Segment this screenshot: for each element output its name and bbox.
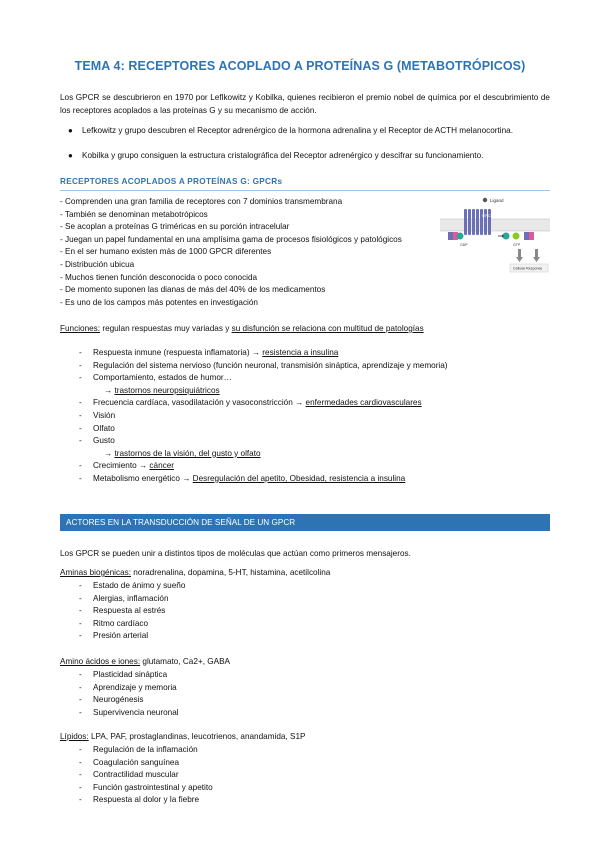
list-item: - Se acoplan a proteínas G triméricas en su porción intracelular bbox=[60, 222, 290, 232]
list-item: - Respuesta al dolor y la fiebre bbox=[79, 795, 200, 805]
list-item: - En el ser humano existen más de 1000 GPCR diferentes bbox=[60, 247, 272, 257]
list-item: - Neurogénesis bbox=[79, 695, 144, 705]
g-protein-right bbox=[503, 232, 535, 240]
aminoacidos-heading: Amino ácidos e iones: glutamato, Ca2+, GABA bbox=[60, 657, 230, 666]
list-item: - De momento suponen las dianas de más del 40% de los medicamentos bbox=[60, 285, 326, 295]
list-item: - Comprenden una gran familia de receptores con 7 dominios transmembrana bbox=[60, 197, 343, 206]
section-heading-actores: ACTORES EN LA TRANSDUCCIÓN DE SEÑAL DE UN GPCR bbox=[60, 514, 550, 531]
gpcr-label: GPCR bbox=[482, 213, 494, 218]
list-item: - Plasticidad sináptica bbox=[79, 670, 168, 679]
funciones-line: Funciones: regulan respuestas muy variadas y su disfunción se relaciona con multitud de patologías bbox=[60, 324, 424, 333]
list-item: - Respuesta al estrés bbox=[79, 606, 166, 616]
ligand-icon bbox=[483, 198, 487, 202]
gdp-label: GDP bbox=[460, 243, 468, 247]
membrane bbox=[440, 219, 550, 231]
gpcr-diagram bbox=[440, 191, 550, 277]
list-item: - Es uno de los campos más potentes en investigación bbox=[60, 297, 258, 307]
list-item: - Respuesta inmune (respuesta inflamatoria) → resistencia a insulina bbox=[79, 348, 339, 357]
intro-bullet: ● Kobilka y grupo consiguen la estructura cristalográfica del Receptor adrenérgico y descifrar su funcionamiento. bbox=[82, 150, 550, 163]
gpcr-points bbox=[60, 196, 402, 309]
list-item: - Supervivencia neuronal bbox=[79, 707, 179, 717]
lipidos-list bbox=[79, 744, 213, 807]
section2-intro: Los GPCR se pueden unir a distintos tipos de moléculas que actúan como primeros mensajeros. bbox=[60, 549, 411, 558]
list-item: - Metabolismo energético → Desregulación del apetito, Obesidad, resistencia a insulina bbox=[79, 473, 406, 483]
page-title: TEMA 4: RECEPTORES ACOPLADO A PROTEÍNAS G (METABOTRÓPICOS) bbox=[74, 59, 526, 73]
list-item: - Ritmo cardíaco bbox=[79, 618, 149, 628]
lipidos-heading: Lípidos: LPA, PAF, prostaglandinas, leucotrienos, anandamida, S1P bbox=[60, 732, 306, 741]
aminas-list bbox=[79, 580, 186, 643]
list-item: - Coagulación sanguínea bbox=[79, 757, 180, 767]
ligand-label: Ligand bbox=[490, 198, 504, 203]
list-item: - Visión bbox=[79, 410, 116, 420]
list-item: - Crecimiento → cáncer bbox=[79, 461, 174, 471]
list-item: - Presión arterial bbox=[79, 631, 149, 641]
list-item: - Alergias, inflamación bbox=[79, 593, 169, 603]
g-protein-left bbox=[448, 232, 464, 240]
aminas-heading: Aminas biogénicas: noradrenalina, dopamina, 5-HT, histamina, acetilcolina bbox=[60, 568, 331, 577]
gtp-label: GTP bbox=[513, 243, 521, 247]
down-arrow-icon bbox=[516, 249, 540, 262]
list-item: - Muchos tienen función desconocida o poco conocida bbox=[60, 272, 258, 282]
list-item: - También se denominan metabotrópicos bbox=[60, 209, 208, 219]
functions-list bbox=[79, 347, 448, 486]
list-subitem: → trastornos neuropsiquiátricos bbox=[104, 385, 220, 395]
list-subitem: → trastornos de la visión, del gusto y olfato bbox=[104, 448, 261, 458]
list-item: - Aprendizaje y memoria bbox=[79, 682, 177, 692]
list-item: - Juegan un papel fundamental en una amplísima gama de procesos fisiológicos y patológicos bbox=[60, 234, 402, 244]
intro-bullet: ● Lefkowitz y grupo descubren el Receptor adrenérgico de la hormona adrenalina y el Receptor de ACTH melanocortina. bbox=[82, 125, 550, 138]
aminoacidos-list bbox=[79, 669, 179, 719]
list-item: - Contractilidad muscular bbox=[79, 770, 179, 780]
bullet-icon: ● bbox=[68, 126, 73, 135]
list-item: - Regulación del sistema nervioso (función neuronal, transmisión sináptica, aprendizaje y memoria) bbox=[79, 360, 448, 370]
list-item: - Regulación de la inflamación bbox=[79, 745, 198, 754]
list-item: - Frecuencia cardíaca, vasodilatación y vasoconstricción → enfermedades cardiovasculares bbox=[79, 398, 422, 408]
list-item: - Distribución ubicua bbox=[60, 259, 135, 269]
intro-paragraph: Los GPCR se descubrieron en 1970 por Leflkowitz y Kobilka, quienes recibieron el premio nobel de química por el descubrimiento de los receptores acoplados a las proteínas G y su mecanismo de acción. bbox=[60, 93, 550, 115]
section-heading-gpcr: RECEPTORES ACOPLADOS A PROTEÍNAS G: GPCRs bbox=[60, 177, 550, 191]
list-item: - Función gastrointestinal y apetito bbox=[79, 782, 213, 792]
list-item: - Olfato bbox=[79, 423, 115, 433]
cellular-response-label: Cellular Response bbox=[513, 266, 543, 271]
bullet-icon: ● bbox=[68, 151, 73, 160]
list-item: - Estado de ánimo y sueño bbox=[79, 581, 186, 590]
list-item: - Gusto bbox=[79, 436, 115, 446]
list-item: - Comportamiento, estados de humor… bbox=[79, 373, 232, 383]
